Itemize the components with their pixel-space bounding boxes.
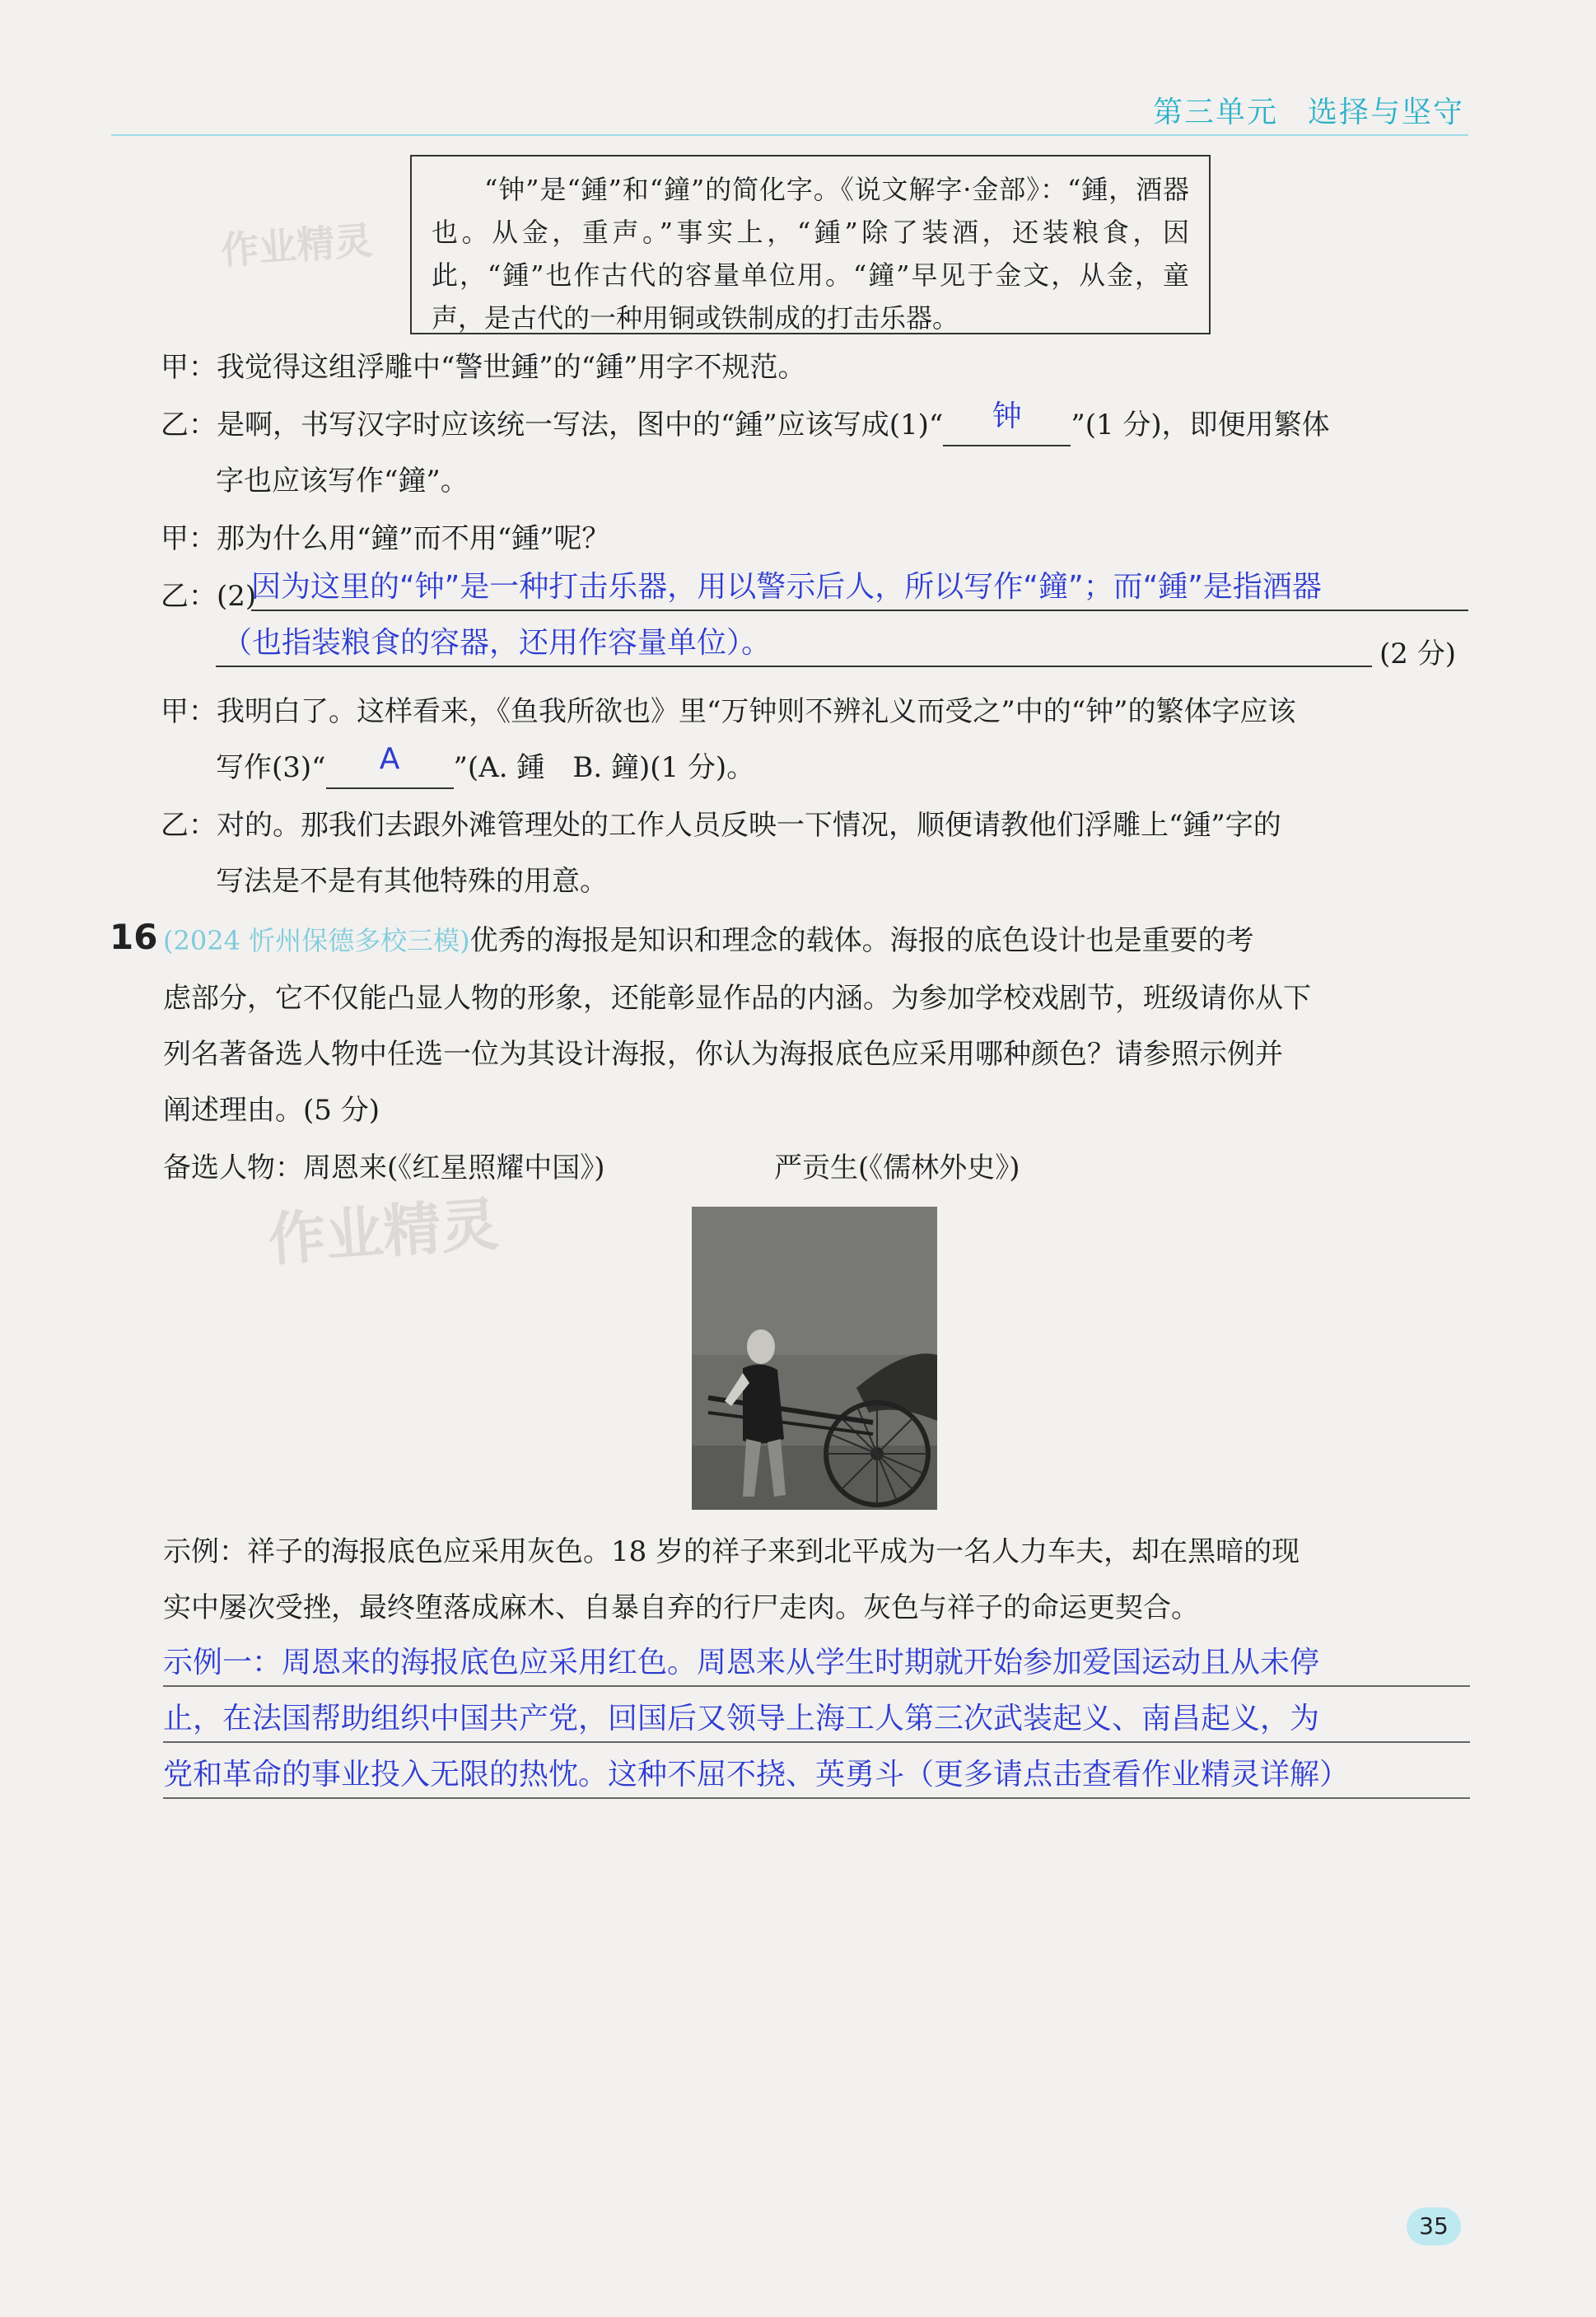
example-line: 实中屡次受挫，最终堕落成麻木、自暴自弃的行尸走肉。灰色与祥子的命运更契合。	[163, 1591, 1199, 1624]
question-line: 虑部分，它不仅能凸显人物的形象，还能彰显作品的内涵。为参加学校戏剧节，班级请你从下	[163, 982, 1311, 1015]
answer-rule	[163, 1797, 1470, 1799]
handwritten-answer-2-line1: 因为这里的“钟”是一种打击乐器，用以警示后人，所以写作“鐘”；而“鍾”是指酒器	[251, 570, 1322, 604]
score-label: (2 分)	[1379, 638, 1456, 670]
candidate-2: 严贡生(《儒林外史》)	[774, 1151, 1020, 1184]
question-number: 16	[110, 917, 158, 957]
page-number: 35	[1407, 2207, 1461, 2245]
watermark: 作业精灵	[265, 1190, 501, 1274]
dialog-line: 甲：我明白了。这样看来，《鱼我所欲也》里“万钟则不辨礼义而受之”中的“钟”的繁体字应该	[161, 695, 1296, 728]
handwritten-answer-16-line1: 示例一：周恩来的海报底色应采用红色。周恩来从学生时期就开始参加爱国运动且从未停	[163, 1646, 1320, 1679]
dialog-line: 甲：我觉得这组浮雕中“警世鍾”的“鍾”用字不规范。	[161, 351, 806, 384]
handwritten-answer-16-line2: 止，在法国帮助组织中国共产党，回国后又领导上海工人第三次武装起义、南昌起义，为	[163, 1702, 1320, 1735]
reference-text: “钟”是“鍾”和“鐘”的简化字。《说文解字·金部》：“鍾，酒器也。从金，重声。”事实上，“鍾”除了装酒，还装粮食，因此，“鍾”也作古代的容量单位用。“鐘”早见于金文，从金，童声，是古代的一种用铜或铁制成的打击乐器。	[432, 174, 1189, 334]
watermark: 作业精灵	[219, 217, 374, 273]
handwritten-answer-16-line3: 党和革命的事业投入无限的热忱。这种不屈不挠、英勇斗（更多请点击查看作业精灵详解）	[163, 1758, 1350, 1791]
candidates-label: 备选人物：周恩来(《红星照耀中国》)	[163, 1151, 605, 1184]
question-source: (2024 忻州保德多校三模)	[163, 925, 470, 956]
reference-text-box	[410, 155, 1211, 334]
unit-label: 第三单元	[1152, 96, 1278, 129]
handwritten-answer-1: 钟	[992, 399, 1022, 433]
unit-topic: 选择与坚守	[1307, 96, 1464, 129]
unit-header	[1153, 89, 1464, 131]
dialog-line: 字也应该写作“鐘”。	[216, 465, 469, 498]
answer-blank-1[interactable]	[943, 399, 1071, 446]
dialog-line: 写作(3)“ A ”(A. 鍾 B. 鐘)(1 分)。	[216, 748, 754, 789]
answer-blank-3[interactable]	[326, 742, 454, 789]
question-line: 阐述理由。(5 分)	[163, 1094, 380, 1127]
dialog-line: 甲：那为什么用“鐘”而不用“鍾”呢？	[161, 522, 610, 555]
handwritten-answer-3: A	[379, 742, 400, 776]
header-divider	[111, 134, 1468, 136]
rickshaw-illustration	[692, 1207, 937, 1510]
answer-rule	[251, 610, 1468, 611]
dialog-label: 乙：(2)	[161, 580, 257, 613]
answer-rule	[163, 1741, 1470, 1743]
dialog-line: 写法是不是有其他特殊的用意。	[216, 865, 608, 898]
question-line: (2024 忻州保德多校三模)优秀的海报是知识和理念的载体。海报的底色设计也是重要的考	[163, 924, 1254, 957]
answer-rule	[216, 666, 1372, 667]
handwritten-answer-2-line2: （也指装粮食的容器，还用作容量单位）。	[222, 626, 772, 660]
question-line: 列名著备选人物中任选一位为其设计海报，你认为海报底色应采用哪种颜色？请参照示例并	[163, 1038, 1283, 1071]
example-line: 示例：祥子的海报底色应采用灰色。18 岁的祥子来到北平成为一名人力车夫，却在黑暗的现	[163, 1535, 1300, 1568]
dialog-line: 乙：对的。那我们去跟外滩管理处的工作人员反映一下情况，顺便请教他们浮雕上“鍾”字的	[161, 809, 1281, 842]
dialog-line: 乙：是啊，书写汉字时应该统一写法，图中的“鍾”应该写成(1)“ 钟 ”(1 分)，即便用繁体	[161, 405, 1330, 446]
answer-rule	[163, 1685, 1470, 1687]
